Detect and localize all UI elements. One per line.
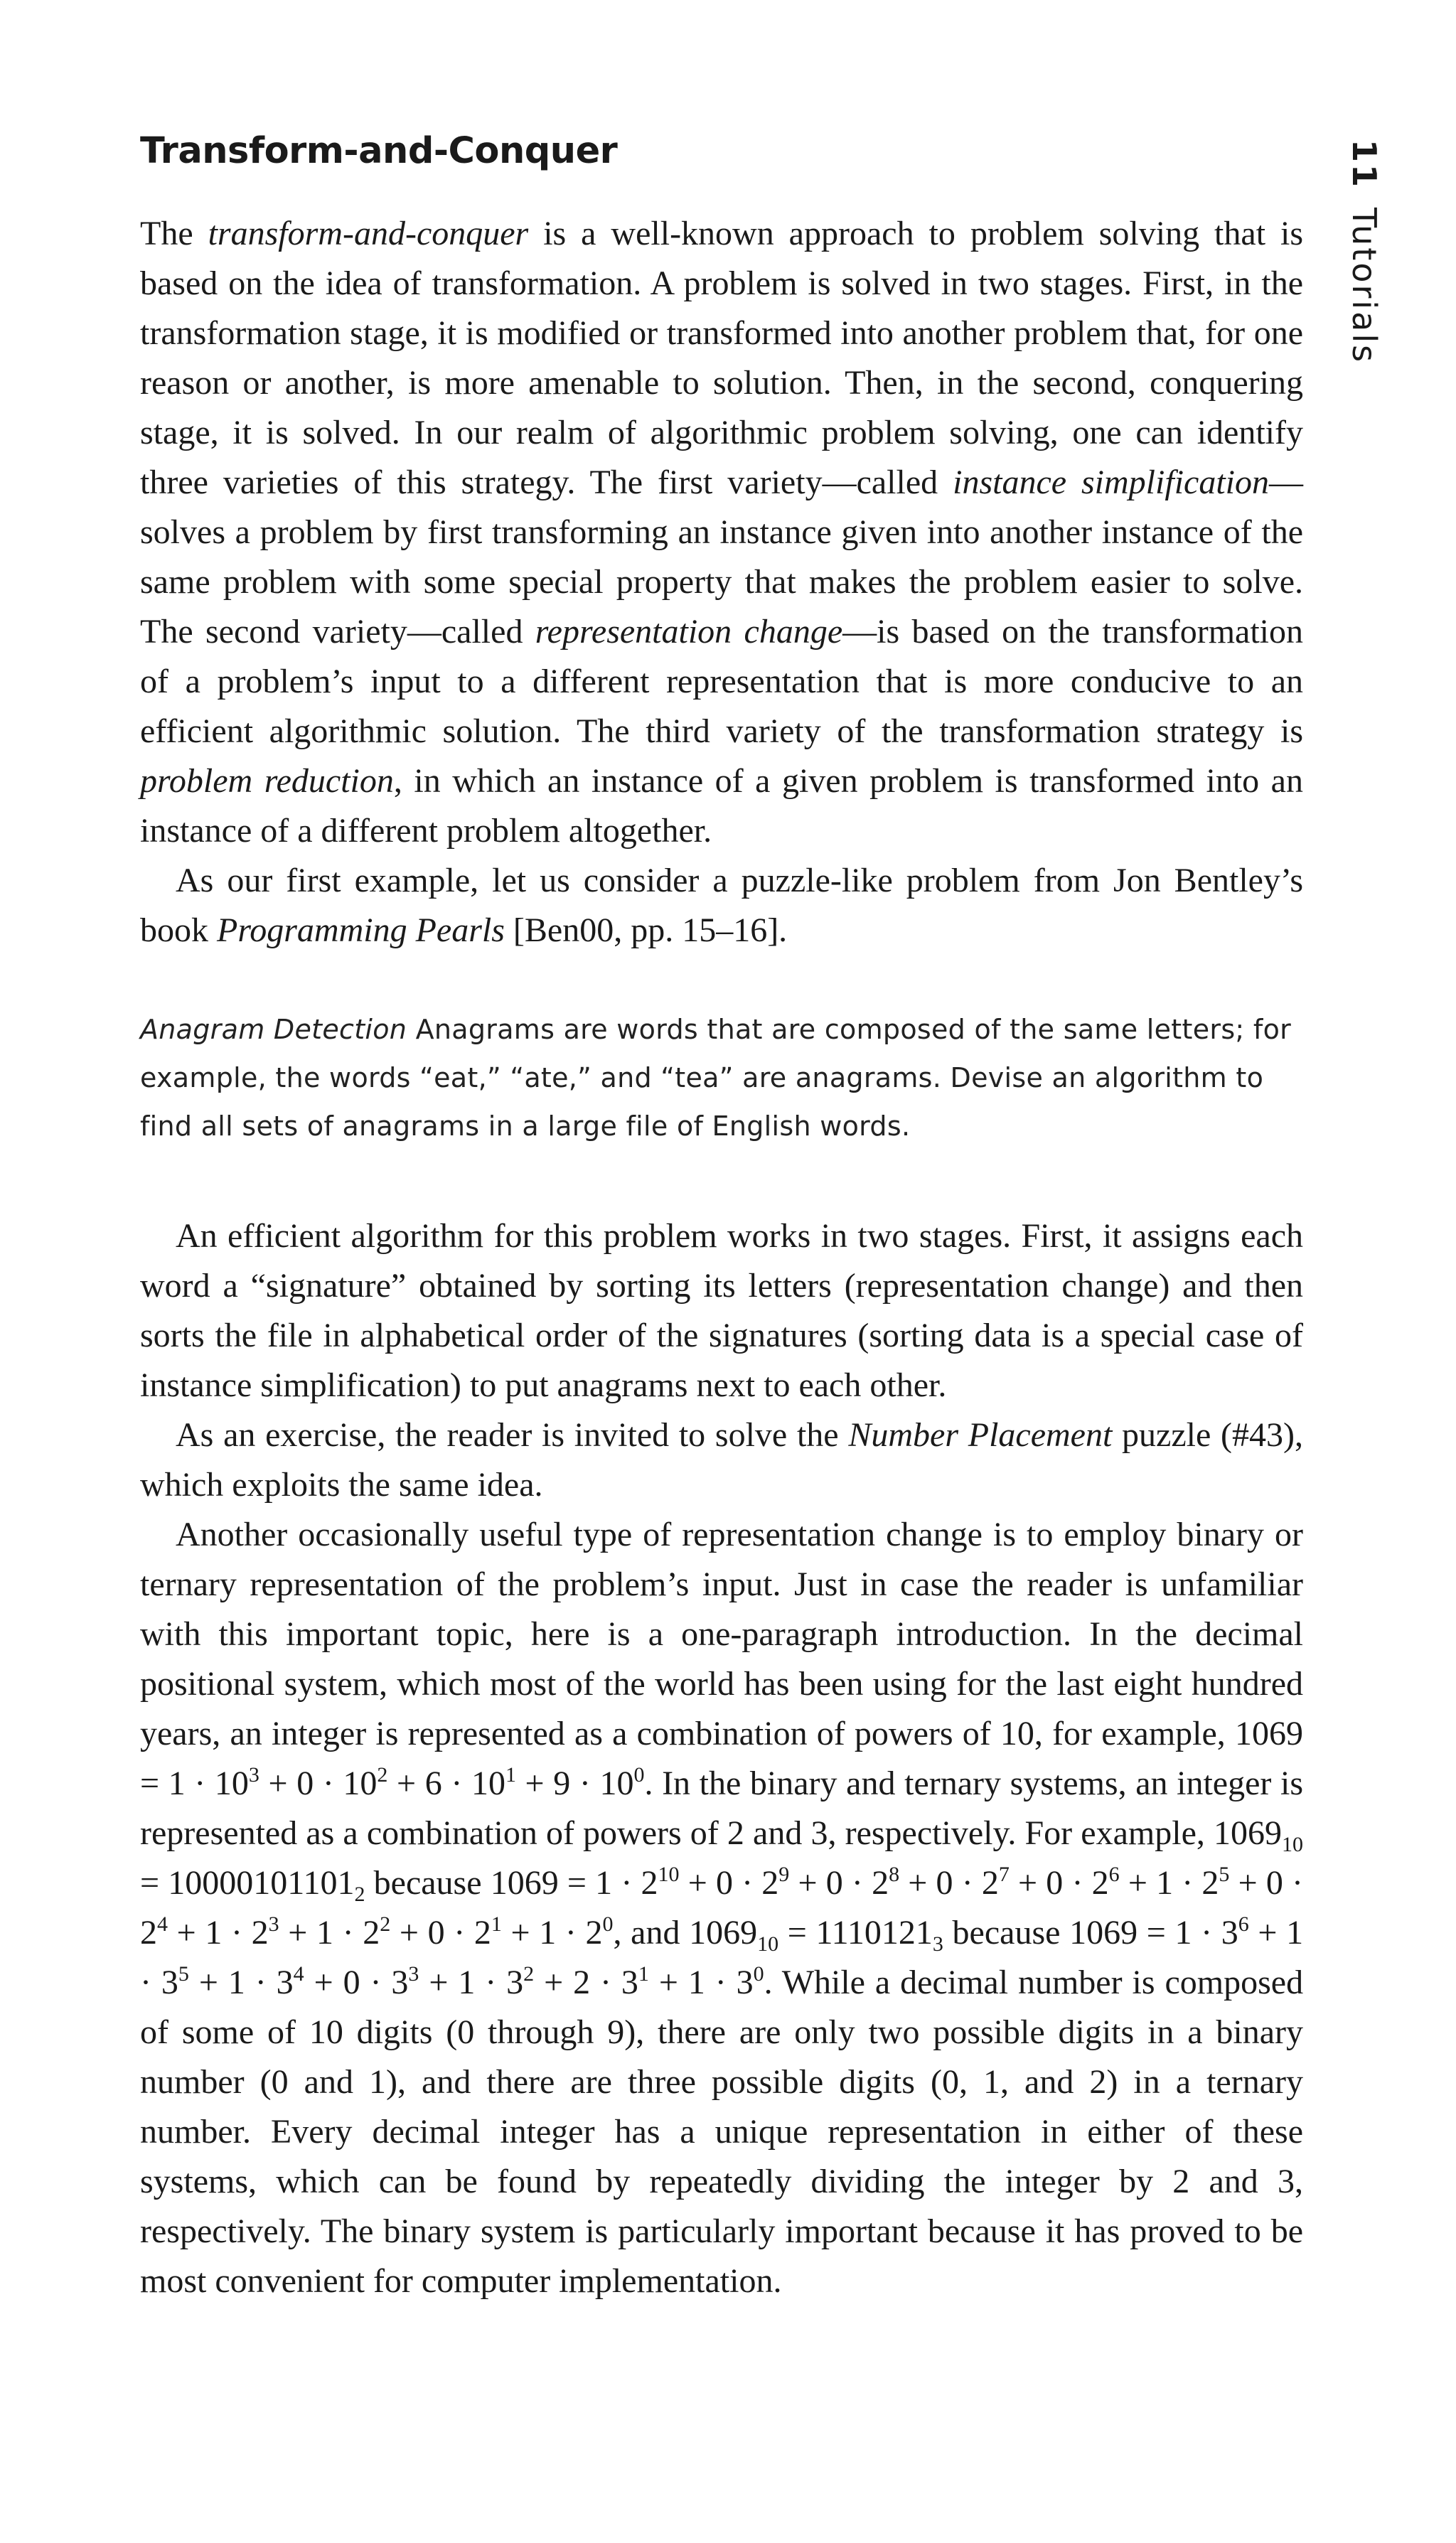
problem-title: Anagram Detection bbox=[140, 1014, 407, 1045]
chapter-label: Tutorials bbox=[1345, 208, 1383, 365]
paragraph-algorithm: An efficient algorithm for this problem works in two stages. First, it assigns each word a “signature” obtained by sorting its letters (representation change) and then sorts the file in alphabetical order of the signatures (sorting data is a special case of instance simplification) to put anagrams next to each other. bbox=[140, 1217, 1303, 1404]
paragraph-number-systems: Another occasionally useful type of representation change is to employ binary or ternary representation of the problem’s input. Just in case the reader is unfamiliar with this important topic, here is a one-paragraph introduction. In the decimal positional system, which most of the world has been using for the last eight hundred years, an integer is represented as a combination of powers of 10, for example, $1069 = 1 \cdot 10^3 + 0 \cdot 10^2 + 6 \cdot 10^1 + 9 \cdot 10^0$. In the binary and ternary systems, an integer is represented as a combination of powers of 2 and 3, respectively. For example, $1069_{10} = 10000101101_2$ because $1069 = 1 \cdot 2^{10} + 0 \cdot 2^9 + 0 \cdot 2^8 + 0 \cdot 2^7 + 0 \cdot 2^6 + 1 \cdot 2^5 + 0 \cdot 2^4 + 1 \cdot 2^3 + 1 \cdot 2^2 + 0 \cdot 2^1 + 1 \cdot 2^0$, and $1069_{10} = 1110121_3$ because $1069 = 1 \cdot 3^6 + 1 \cdot 3^5 + 1 \cdot 3^4 + 0 \cdot 3^3 + 1 \cdot 3^2 + 2 \cdot 3^1 + 1 \cdot 3^0$. While a decimal number is composed of some of 10 digits (0 through 9), there are only two possible digits in a binary number (0 and 1), and there are three possible digits (0, 1, and 2) in a ternary number. Every decimal integer has a unique representation in either of these systems, which can be found by repeatedly dividing the integer by 2 and 3, respectively. The binary system is particularly important because it has proved to be most convenient for computer implementation. bbox=[140, 1516, 1304, 2300]
binary-representation: $1069_{10} = 10000101101_2$ bbox=[140, 1814, 1303, 1906]
chapter-number: 11 bbox=[1345, 139, 1383, 190]
problem-text: Anagrams are words that are composed of the same letters; for example, the words “eat,” “ate,” and “tea” are anagrams. Devise an algorithm to find all sets of anagrams in a large file of English words. bbox=[140, 1014, 1292, 1142]
main-content bbox=[140, 128, 1303, 2306]
decimal-expansion: $1069 = 1 \cdot 10^3 + 0 \cdot 10^2 + 6 \cdot 10^1 + 9 \cdot 10^0$ bbox=[140, 1715, 1303, 1802]
running-head bbox=[1338, 139, 1388, 395]
binary-expansion: $1069 = 1 \cdot 2^{10} + 0 \cdot 2^9 + 0 \cdot 2^8 + 0 \cdot 2^7 + 0 \cdot 2^6 + 1 \cdot 2^5 + 0 \cdot 2^4 + 1 \cdot 2^3 + 1 \cdot 2^2 + 0 \cdot 2^1 + 1 \cdot 2^0$ bbox=[140, 1863, 1304, 1952]
ternary-representation: $1069_{10} = 1110121_3$ bbox=[689, 1914, 943, 1956]
problem-anagram-detection bbox=[140, 1005, 1303, 1150]
paragraph-exercise: As an exercise, the reader is invited to solve the Number Placement puzzle (#43), which exploits the same idea. bbox=[140, 1416, 1304, 1504]
ternary-expansion: $1069 = 1 \cdot 3^6 + 1 \cdot 3^5 + 1 \cdot 3^4 + 0 \cdot 3^3 + 1 \cdot 3^2 + 2 \cdot 3^1 + 1 \cdot 3^0$ bbox=[140, 1912, 1304, 2001]
section-title: Transform-and-Conquer bbox=[140, 130, 618, 172]
paragraph-example-intro: As our first example, let us consider a puzzle-like problem from Jon Bentley’s book Programming Pearls [Ben00, pp. 15–16]. bbox=[140, 862, 1303, 949]
paragraph-intro: The transform-and-conquer is a well-known approach to problem solving that is based on the idea of transformation. A problem is solved in two stages. First, in the transformation stage, it is modified or transformed into another problem that, for one reason or another, is more amenable to solution. Then, in the second, conquering stage, it is solved. In our realm of algorithmic problem solving, one can identify three varieties of this strategy. The first variety—called instance simplification—solves a problem by first transforming an instance given into another instance of the same problem with some special property that makes the problem easier to solve. The second variety—called representation change—is based on the transformation of a problem’s input to a different representation that is more conducive to an efficient algorithmic solution. The third variety of the transformation strategy is problem reduction, in which an instance of a given problem is transformed into an instance of a different problem altogether. bbox=[140, 215, 1304, 850]
